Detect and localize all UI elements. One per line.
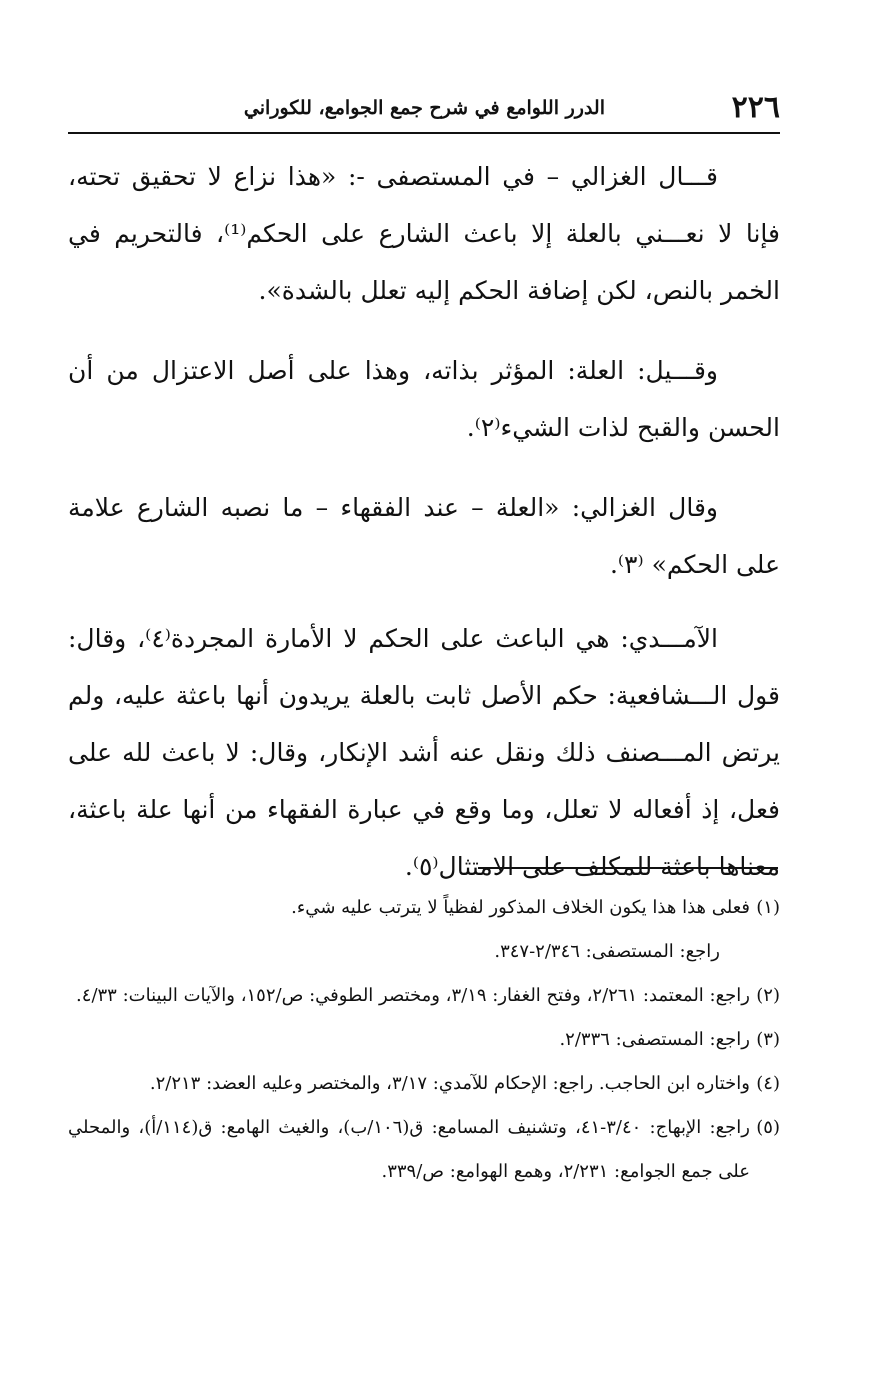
footnote bbox=[68, 1018, 780, 1062]
footnote-number: (٥) bbox=[756, 1117, 780, 1138]
footnote-number: (٢) bbox=[756, 985, 780, 1006]
footnote-text: راجع: المستصفى: ٢/٣٣٦. bbox=[559, 1029, 750, 1050]
main-text bbox=[68, 148, 780, 918]
footnotes bbox=[68, 886, 780, 1194]
paragraph: قـــال الغزالي – في المستصفى -: «هذا نزاع لا تحقيق تحته، فإنا لا نعـــني بالعلة إلا باعث الشارع على الحكم⁽¹⁾، فالتحريم في الخمر بالنص، لكن إضافة الحكم إليه تعلل بالشدة». bbox=[68, 162, 780, 305]
footnote bbox=[68, 974, 780, 1018]
page-header bbox=[68, 88, 780, 128]
footnote-text: راجع: المعتمد: ٢/٢٦١، وفتح الغفار: ٣/١٩، ومختصر الطوفي: ص/١٥٢، والآيات البينات: ٤/٣٣. bbox=[76, 985, 750, 1006]
running-title: الدرر اللوامع في شرح جمع الجوامع، للكوراني bbox=[243, 97, 605, 119]
footnote bbox=[68, 1062, 780, 1106]
footnote-number: (٣) bbox=[756, 1029, 780, 1050]
paragraph: وقال الغزالي: «العلة – عند الفقهاء – ما نصبه الشارع علامة على الحكم» ⁽٣⁾. bbox=[68, 493, 780, 579]
footnote bbox=[68, 886, 780, 974]
footnote-number: (١) bbox=[756, 897, 780, 918]
footnote-divider bbox=[478, 867, 778, 869]
header-divider bbox=[68, 132, 780, 134]
footnote-text: راجع: الإبهاج: ٣/٤٠-٤١، وتشنيف المسامع: ق(١٠٦/ب)، والغيث الهامع: ق(١١٤/أ)، والمحلي على جمع الجوامع: ٢/٢٣١، وهمع الهوامع: ص/٣٣٩. bbox=[68, 1117, 750, 1182]
page-number: ٢٢٦ bbox=[731, 90, 780, 125]
footnote bbox=[68, 1106, 780, 1194]
paragraph: وقـــيل: العلة: المؤثر بذاته، وهذا على أصل الاعتزال من أن الحسن والقبح لذات الشيء⁽٢⁾. bbox=[68, 356, 780, 442]
footnote-continuation: راجع: المستصفى: ٢/٣٤٦-٣٤٧. bbox=[494, 941, 720, 962]
footnote-text: فعلى هذا هذا يكون الخلاف المذكور لفظياً لا يترتب عليه شيء. bbox=[291, 897, 750, 918]
paragraph: الآمـــدي: هي الباعث على الحكم لا الأمارة المجردة⁽٤⁾، وقال: قول الـــشافعية: حكم الأصل ثابت بالعلة يريدون أنها باعثة عليه، ولم يرتض المـــصنف ذلك ونقل عنه أشد الإنكار، وقال: لا باعث لله على فعل، إذ أفعاله لا تعلل، وما وقع في عبارة الفقهاء من أنها علة باعثة، معناها باعثة للمكلف على الامتثال⁽٥⁾. bbox=[68, 624, 780, 881]
footnote-number: (٤) bbox=[756, 1073, 780, 1094]
footnote-text: واختاره ابن الحاجب. راجع: الإحكام للآمدي: ٣/١٧، والمختصر وعليه العضد: ٢/٢١٣. bbox=[149, 1073, 750, 1094]
